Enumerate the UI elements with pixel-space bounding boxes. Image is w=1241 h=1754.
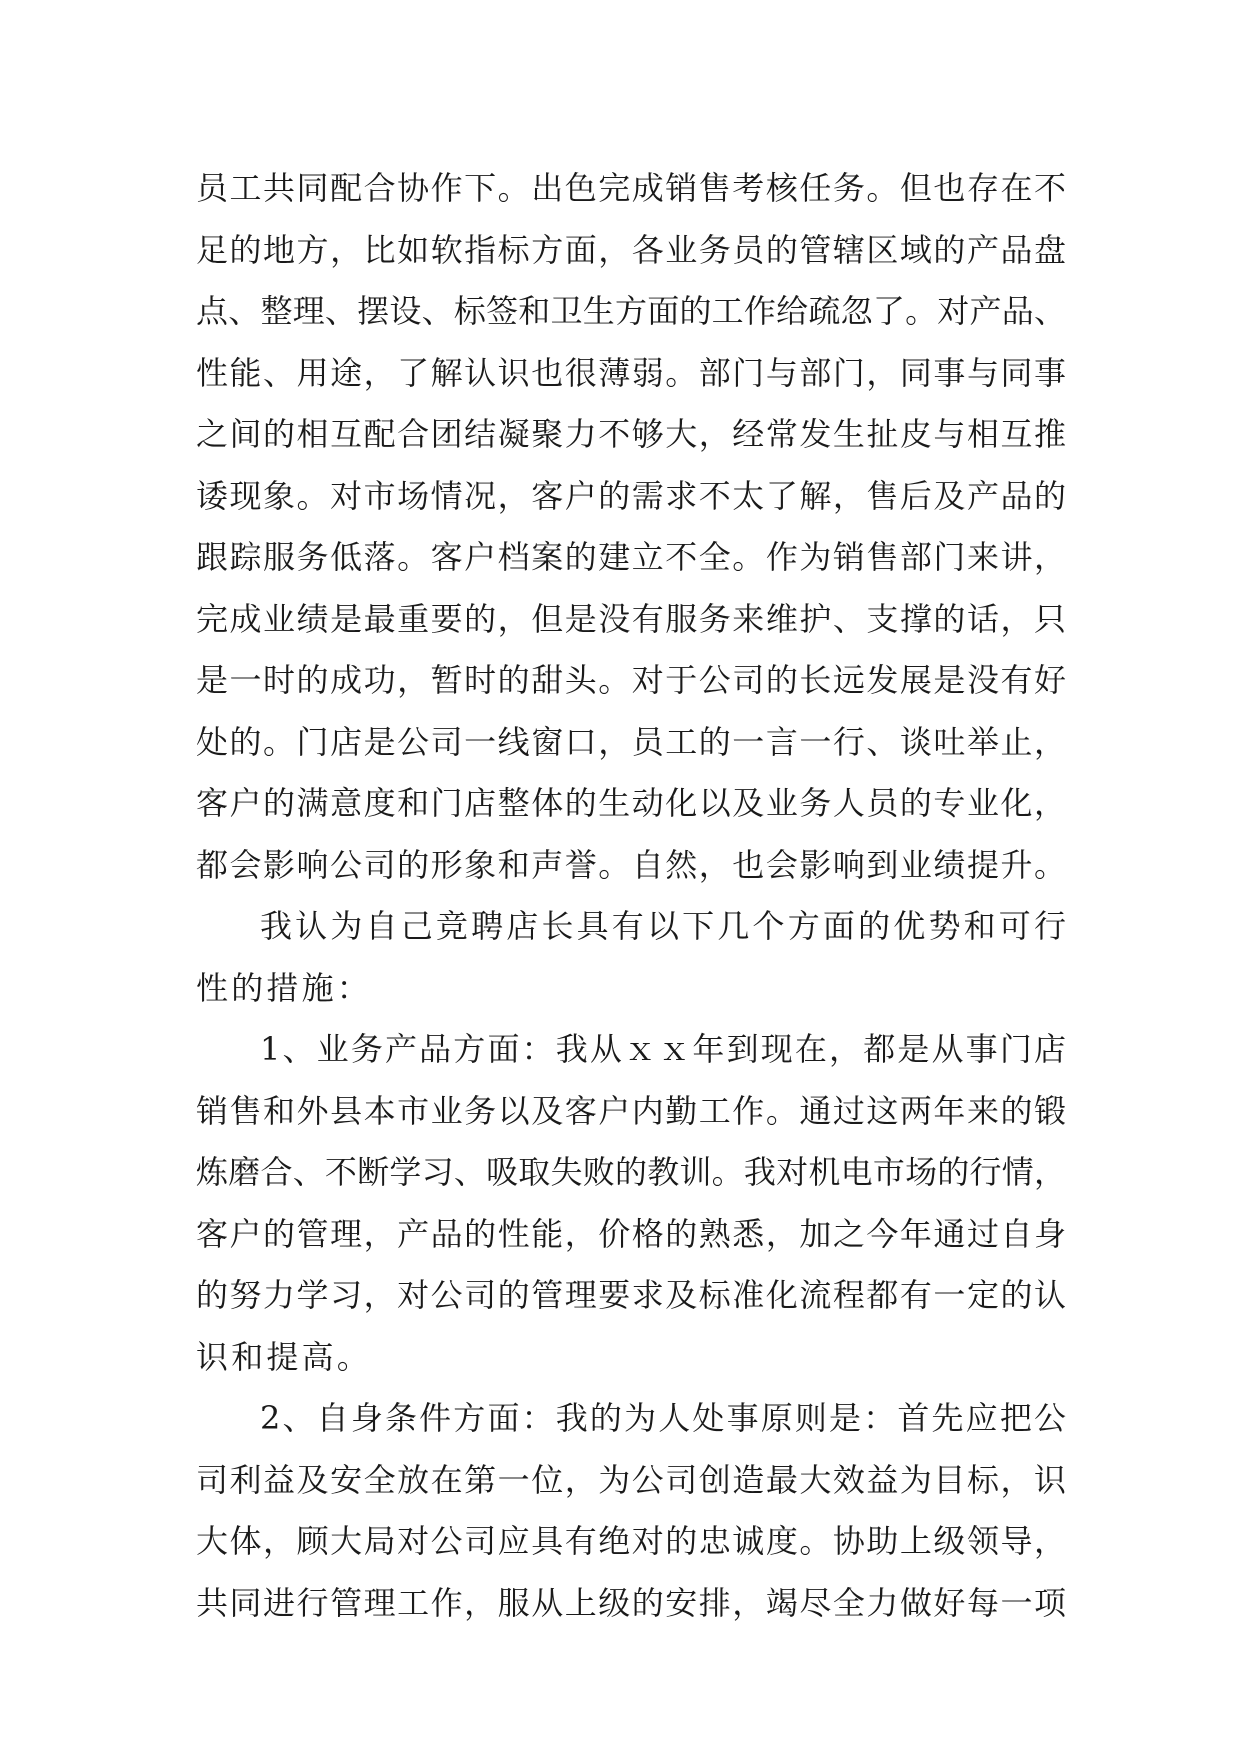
text-line: 诿现象。对市场情况，客户的需求不太了解，售后及产品的 [196, 476, 1066, 515]
text-line: 之间的相互配合团结凝聚力不够大，经常发生扯皮与相互推 [196, 415, 1066, 453]
text-line: 点、整理、摆设、标签和卫生方面的工作给疏忽了。对产品、 [196, 292, 1066, 330]
text-line: 炼磨合、不断学习、吸取失败的教训。我对机电市场的行情， [196, 1153, 1066, 1191]
text-line: 完成业绩是最重要的，但是没有服务来维护、支撑的话，只 [196, 599, 1066, 638]
text-line: 的努力学习，对公司的管理要求及标准化流程都有一定的认 [196, 1276, 1066, 1314]
text-line: 性的措施： [196, 968, 373, 1007]
text-line: 性能、用途，了解认识也很薄弱。部门与部门，同事与同事 [196, 353, 1066, 392]
text-line: 共同进行管理工作，服从上级的安排，竭尽全力做好每一项 [196, 1583, 1066, 1622]
text-line: 司利益及安全放在第一位，为公司创造最大效益为目标，识 [196, 1460, 1066, 1499]
text-line: 处的。门店是公司一线窗口，员工的一言一行、谈吐举止， [196, 722, 1066, 761]
text-line: 识和提高。 [196, 1337, 373, 1376]
text-line: 足的地方，比如软指标方面，各业务员的管辖区域的产品盘 [196, 230, 1066, 269]
paragraph-start-line: 2、自身条件方面：我的为人处事原则是：首先应把公 [260, 1399, 1066, 1437]
text-line: 员工共同配合协作下。出色完成销售考核任务。但也存在不 [196, 169, 1066, 207]
text-line: 客户的满意度和门店整体的生动化以及业务人员的专业化， [196, 784, 1066, 822]
paragraph-start-line: 1、业务产品方面：我从ｘｘ年到现在，都是从事门店 [260, 1030, 1066, 1068]
text-line: 大体，顾大局对公司应具有绝对的忠诚度。协助上级领导， [196, 1522, 1066, 1560]
text-line: 是一时的成功，暂时的甜头。对于公司的长远发展是没有好 [196, 661, 1066, 699]
text-line: 都会影响公司的形象和声誉。自然，也会影响到业绩提升。 [196, 845, 1066, 884]
text-line: 客户的管理，产品的性能，价格的熟悉，加之今年通过自身 [196, 1214, 1066, 1253]
text-line: 跟踪服务低落。客户档案的建立不全。作为销售部门来讲， [196, 538, 1066, 576]
text-line: 销售和外县本市业务以及客户内勤工作。通过这两年来的锻 [196, 1091, 1066, 1130]
body-text [196, 158, 1066, 1634]
paragraph-start-line: 我认为自己竞聘店长具有以下几个方面的优势和可行 [260, 907, 1066, 945]
